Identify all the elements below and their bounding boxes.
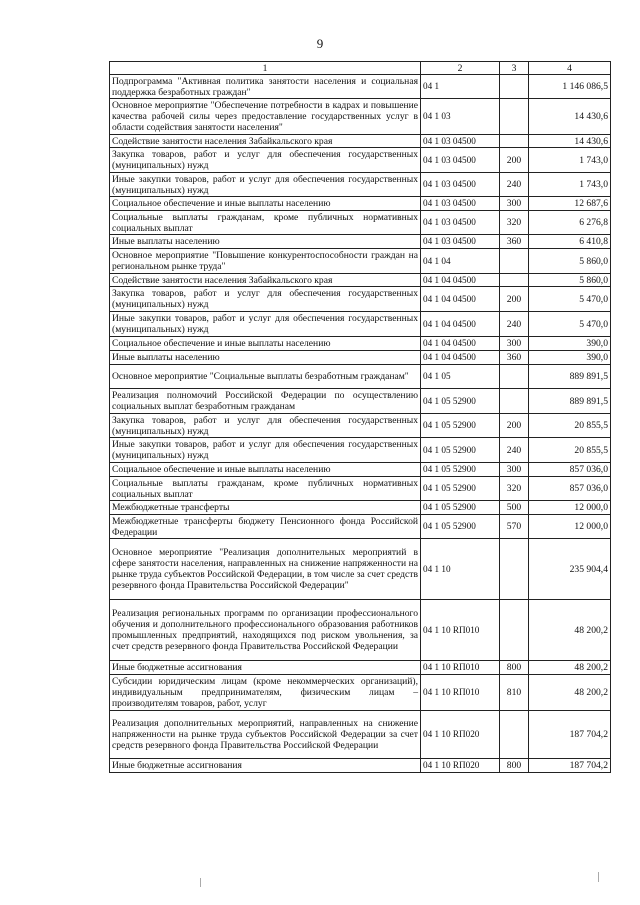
row-expense-type-cell: 800 [500,759,529,773]
row-name-cell: Иные выплаты населению [110,351,421,365]
row-expense-type-cell [500,249,529,274]
table-row [110,197,611,211]
row-expense-type-cell: 320 [500,477,529,501]
row-amount-cell: 889 891,5 [529,365,611,389]
row-name-cell: Закупка товаров, работ и услуг для обеспечения государственных (муниципальных) нужд [110,287,421,312]
row-expense-type-cell: 360 [500,235,529,249]
row-expense-type-cell: 360 [500,351,529,365]
row-expense-type-cell [500,75,529,99]
row-amount-cell: 48 200,2 [529,675,611,711]
table-row [110,389,611,414]
table-row [110,438,611,463]
row-code-cell: 04 1 05 52900 [421,389,500,414]
header-col-3: 3 [500,62,529,75]
row-code-cell: 04 1 04 04500 [421,337,500,351]
row-code-cell: 04 1 05 52900 [421,515,500,539]
row-code-cell: 04 1 03 04500 [421,173,500,197]
row-name-cell: Иные закупки товаров, работ и услуг для обеспечения государственных (муниципальных) нужд [110,312,421,337]
row-expense-type-cell: 300 [500,463,529,477]
row-amount-cell: 889 891,5 [529,389,611,414]
row-name-cell: Содействие занятости населения Забайкальского края [110,274,421,287]
row-code-cell: 04 1 05 52900 [421,501,500,515]
row-code-cell: 04 1 04 04500 [421,351,500,365]
row-amount-cell: 187 704,2 [529,711,611,759]
row-name-cell: Иные бюджетные ассигнования [110,759,421,773]
row-amount-cell: 48 200,2 [529,600,611,661]
row-name-cell: Реализация региональных программ по организации профессионального обучения и дополнительного профессионального образования работников промышленных предприятий, находящихся под риском увольнения, за счет средств резервного фонда Правительства Российской Федерации [110,600,421,661]
table-row [110,661,611,675]
row-code-cell: 04 1 04 04500 [421,274,500,287]
row-code-cell: 04 1 03 04500 [421,135,500,148]
row-amount-cell: 12 000,0 [529,515,611,539]
row-name-cell: Социальные выплаты гражданам, кроме публичных нормативных социальных выплат [110,477,421,501]
row-code-cell: 04 1 04 04500 [421,312,500,337]
table-row [110,675,611,711]
row-expense-type-cell: 200 [500,148,529,173]
table-row [110,600,611,661]
row-name-cell: Иные закупки товаров, работ и услуг для обеспечения государственных (муниципальных) нужд [110,438,421,463]
table-row [110,173,611,197]
table-row [110,99,611,135]
table-row [110,477,611,501]
row-code-cell: 04 1 05 52900 [421,477,500,501]
row-code-cell: 04 1 04 04500 [421,287,500,312]
row-amount-cell: 857 036,0 [529,477,611,501]
row-amount-cell: 12 687,6 [529,197,611,211]
row-expense-type-cell: 240 [500,438,529,463]
row-amount-cell: 12 000,0 [529,501,611,515]
row-amount-cell: 20 855,5 [529,438,611,463]
row-name-cell: Подпрограмма "Активная политика занятости населения и социальная поддержка безработных граждан" [110,75,421,99]
row-code-cell: 04 1 10 RП010 [421,675,500,711]
row-name-cell: Иные бюджетные ассигнования [110,661,421,675]
table-row [110,312,611,337]
row-expense-type-cell: 240 [500,312,529,337]
row-name-cell: Основное мероприятие "Повышение конкурентоспособности граждан на региональном рынке труда" [110,249,421,274]
row-code-cell: 04 1 03 04500 [421,197,500,211]
row-code-cell: 04 1 10 RП020 [421,759,500,773]
row-expense-type-cell [500,135,529,148]
table-row [110,463,611,477]
row-amount-cell: 390,0 [529,337,611,351]
table-row [110,249,611,274]
row-code-cell: 04 1 10 RП010 [421,600,500,661]
row-expense-type-cell: 570 [500,515,529,539]
table-row [110,759,611,773]
row-expense-type-cell [500,600,529,661]
row-amount-cell: 14 430,6 [529,99,611,135]
row-name-cell: Закупка товаров, работ и услуг для обеспечения государственных (муниципальных) нужд [110,148,421,173]
row-expense-type-cell [500,711,529,759]
table-row [110,235,611,249]
table-header [110,62,611,75]
row-name-cell: Реализация полномочий Российской Федерации по осуществлению социальных выплат безработным гражданам [110,389,421,414]
row-code-cell: 04 1 03 [421,99,500,135]
table-row [110,501,611,515]
row-name-cell: Социальное обеспечение и иные выплаты населению [110,463,421,477]
row-name-cell: Основное мероприятие "Социальные выплаты безработным гражданам" [110,365,421,389]
row-name-cell: Закупка товаров, работ и услуг для обеспечения государственных (муниципальных) нужд [110,414,421,438]
row-amount-cell: 48 200,2 [529,661,611,675]
row-amount-cell: 6 276,8 [529,211,611,235]
row-name-cell: Межбюджетные трансферты бюджету Пенсионного фонда Российской Федерации [110,515,421,539]
row-name-cell: Содействие занятости населения Забайкальского края [110,135,421,148]
table-body [110,75,611,773]
table-row [110,148,611,173]
row-expense-type-cell: 500 [500,501,529,515]
row-name-cell: Основное мероприятие "Обеспечение потребности в кадрах и повышение качества рабочей силы через предоставление государственных услуг в области содействия занятости населения" [110,99,421,135]
row-name-cell: Межбюджетные трансферты [110,501,421,515]
row-amount-cell: 20 855,5 [529,414,611,438]
row-code-cell: 04 1 10 [421,539,500,600]
row-name-cell: Социальное обеспечение и иные выплаты населению [110,197,421,211]
header-col-1: 1 [110,62,421,75]
row-expense-type-cell: 300 [500,337,529,351]
row-amount-cell: 1 743,0 [529,173,611,197]
row-code-cell: 04 1 05 52900 [421,438,500,463]
table-row [110,337,611,351]
row-name-cell: Иные выплаты населению [110,235,421,249]
row-name-cell: Основное мероприятие "Реализация дополнительных мероприятий в сфере занятости населения, направленных на снижение напряженности на рынке труда субъектов Российской Федерации, в том числе за счет средств резервного фонда Правительства Российской Федерации" [110,539,421,600]
scan-mark [598,872,599,882]
table-row [110,211,611,235]
row-name-cell: Социальные выплаты гражданам, кроме публичных нормативных социальных выплат [110,211,421,235]
row-code-cell: 04 1 05 52900 [421,463,500,477]
row-expense-type-cell [500,99,529,135]
row-code-cell: 04 1 03 04500 [421,211,500,235]
row-expense-type-cell: 200 [500,414,529,438]
row-expense-type-cell [500,389,529,414]
row-amount-cell: 857 036,0 [529,463,611,477]
row-code-cell: 04 1 [421,75,500,99]
header-col-2: 2 [421,62,500,75]
header-col-4: 4 [529,62,611,75]
row-code-cell: 04 1 03 04500 [421,235,500,249]
row-expense-type-cell: 200 [500,287,529,312]
header-row [110,62,611,75]
row-expense-type-cell: 320 [500,211,529,235]
row-amount-cell: 5 470,0 [529,312,611,337]
row-code-cell: 04 1 03 04500 [421,148,500,173]
row-amount-cell: 5 860,0 [529,274,611,287]
row-expense-type-cell: 300 [500,197,529,211]
row-amount-cell: 1 146 086,5 [529,75,611,99]
table-row [110,75,611,99]
table-row [110,365,611,389]
row-name-cell: Реализация дополнительных мероприятий, направленных на снижение напряженности на рынке труда субъектов Российской Федерации за счет средств резервного фонда Правительства Российской Федерации [110,711,421,759]
row-amount-cell: 5 860,0 [529,249,611,274]
row-code-cell: 04 1 10 RП010 [421,661,500,675]
row-amount-cell: 235 904,4 [529,539,611,600]
table-row [110,135,611,148]
row-amount-cell: 6 410,8 [529,235,611,249]
row-name-cell: Социальное обеспечение и иные выплаты населению [110,337,421,351]
row-expense-type-cell [500,365,529,389]
row-expense-type-cell: 810 [500,675,529,711]
row-code-cell: 04 1 04 [421,249,500,274]
page-number: 9 [316,36,324,51]
row-code-cell: 04 1 10 RП020 [421,711,500,759]
table-row [110,539,611,600]
budget-table [109,61,611,773]
table-row [110,351,611,365]
table-row [110,711,611,759]
row-code-cell: 04 1 05 52900 [421,414,500,438]
row-expense-type-cell [500,274,529,287]
row-amount-cell: 390,0 [529,351,611,365]
row-amount-cell: 14 430,6 [529,135,611,148]
table-row [110,287,611,312]
scan-mark [200,878,201,887]
row-expense-type-cell: 240 [500,173,529,197]
row-amount-cell: 187 704,2 [529,759,611,773]
row-amount-cell: 1 743,0 [529,148,611,173]
table-row [110,274,611,287]
row-amount-cell: 5 470,0 [529,287,611,312]
table-row [110,414,611,438]
table-row [110,515,611,539]
row-name-cell: Иные закупки товаров, работ и услуг для обеспечения государственных (муниципальных) нужд [110,173,421,197]
row-expense-type-cell: 800 [500,661,529,675]
row-expense-type-cell [500,539,529,600]
row-name-cell: Субсидии юридическим лицам (кроме некоммерческих организаций), индивидуальным предпринимателям, физическим лицам – производителям товаров, работ, услуг [110,675,421,711]
row-code-cell: 04 1 05 [421,365,500,389]
